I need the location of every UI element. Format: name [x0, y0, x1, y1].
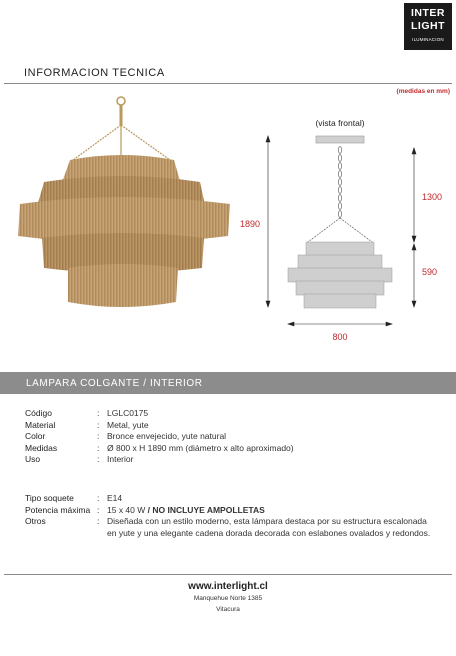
- spec-sep: :: [97, 408, 100, 418]
- spec-value: [107, 505, 437, 517]
- bottom-divider: [4, 574, 452, 575]
- spec-key: Medidas: [25, 442, 58, 453]
- logo-line-3: ILUMINACION: [412, 37, 444, 42]
- address: Manquehue Norte 1385: [193, 595, 263, 602]
- top-divider: [4, 83, 452, 84]
- view-label: (vista frontal): [315, 118, 365, 128]
- power-warning: / NO INCLUYE AMPOLLETAS: [145, 504, 265, 515]
- product-photo: [8, 88, 238, 320]
- spec-value: Diseñada con un estilo moderno, esta lámpara destaca por su estructura escalonada en yute y una elegante cadena dorada decorada con eslabones ovalados y redondos.: [107, 516, 431, 538]
- hanging-rod: [120, 105, 123, 125]
- spec-row-socket: [25, 493, 437, 505]
- spec-key: Potencia máxima: [25, 504, 91, 515]
- dim-total-height: 1890: [240, 219, 261, 229]
- spec-sep: :: [97, 504, 100, 515]
- spec-sep: :: [97, 493, 100, 503]
- spec-value: Ø 800 x H 1890 mm (diámetro x alto aproximado): [107, 442, 294, 453]
- brand-logo: [404, 3, 452, 50]
- spec-sep: :: [97, 419, 100, 430]
- spec-key: Código: [25, 408, 52, 418]
- website-link[interactable]: www.interlight.cl: [188, 581, 268, 592]
- spec-row-color: [25, 431, 437, 443]
- spec-key: Tipo soquete: [25, 493, 74, 503]
- spec-key: Otros: [25, 516, 46, 526]
- spec-row-material: [25, 420, 437, 432]
- spec-value: Interior: [107, 454, 134, 464]
- spec-value: LGLC0175: [107, 408, 149, 418]
- spec-key: Color: [25, 431, 46, 441]
- spec-list: [25, 408, 437, 466]
- dim-body-height: 590: [422, 267, 438, 277]
- dim-diameter: 800: [332, 332, 348, 342]
- tier-5: [68, 264, 178, 307]
- spec-row-code: [25, 408, 437, 420]
- canopy: [316, 136, 364, 143]
- spec-sep: :: [97, 431, 100, 441]
- spec-row-other: [25, 516, 437, 539]
- spec-key: Material: [25, 419, 56, 430]
- spec-key: Uso: [25, 454, 41, 464]
- spec-row-power: [25, 505, 437, 517]
- dim-chain-height: 1300: [422, 192, 443, 202]
- spec-value: Bronce envejecido, yute natural: [107, 431, 227, 441]
- spec-sep: :: [97, 516, 100, 526]
- logo-line-2: LIGHT: [411, 20, 445, 32]
- power-value: 15 x 40 W: [107, 504, 146, 515]
- spec-list-electrical: [25, 493, 437, 539]
- units-note: (medidas en mm): [396, 88, 450, 95]
- spec-row-use: [25, 454, 437, 466]
- spec-sep: :: [97, 454, 100, 464]
- spec-row-dimensions: [25, 443, 437, 455]
- hanging-ring: [117, 97, 125, 105]
- section-title: INFORMACION TECNICA: [24, 67, 165, 79]
- logo-line-1: INTER: [411, 7, 445, 19]
- chain: [308, 147, 372, 243]
- front-view-diagram: [236, 112, 456, 352]
- spec-sep: :: [97, 442, 100, 453]
- spec-value: E14: [107, 493, 123, 503]
- lamp-body: [288, 242, 392, 308]
- product-title: LAMPARA COLGANTE / INTERIOR: [26, 378, 203, 389]
- spec-value: Metal, yute: [107, 419, 149, 430]
- city: Vitacura: [216, 606, 240, 613]
